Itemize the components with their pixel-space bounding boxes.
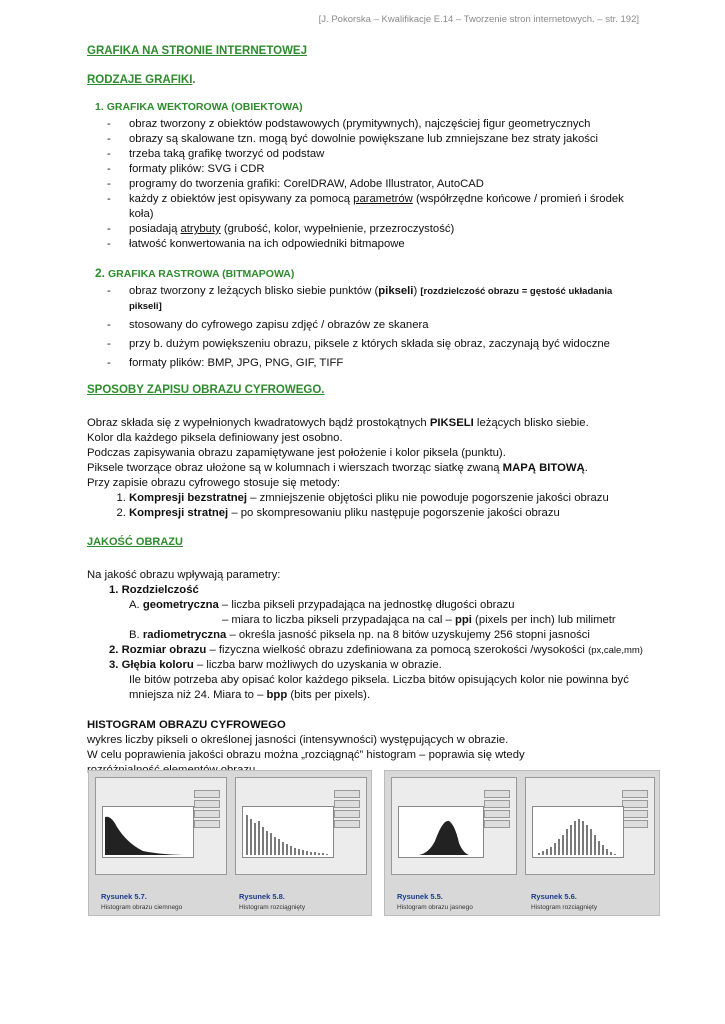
histogram-plot xyxy=(398,806,484,858)
quality-param-2: 2. Rozmiar obrazu – fizyczna wielkość obrazu zdefiniowana za pomocą szerokości /wysokości (px,cale,mm) xyxy=(109,644,643,656)
paragraph: Piksele tworzące obraz ułożone są w kolumnach i wierszach tworząc siatkę zwaną MAPĄ BITOWĄ. xyxy=(87,462,588,474)
list-item: - łatwość konwertowania na ich odpowiedniki bitmapowe xyxy=(107,237,647,252)
list-item: - obrazy są skalowane tzn. mogą być dowolnie powiększane lub zmniejszane bez straty jakości xyxy=(107,132,647,147)
list-item: - każdy z obiektów jest opisywany za pomocą parametrów (współrzędne końcowe / promień i środek koła) xyxy=(107,192,647,222)
list-item: - obraz tworzony z leżących blisko siebie punktów (pikseli) [rozdzielczość obrazu = gęstość układania pikseli] xyxy=(107,284,647,314)
list-item: 1. Kompresji bezstratnej – zmniejszenie objętości pliku nie powoduje pogorszenie jakości obrazu xyxy=(129,491,647,506)
histogram-figures xyxy=(88,770,660,916)
list-item: - formaty plików: BMP, JPG, PNG, GIF, TIFF xyxy=(107,356,647,371)
paragraph: Na jakość obrazu wpływają parametry: xyxy=(87,569,281,581)
figure-caption: Histogram obrazu ciemnego xyxy=(101,904,183,911)
figure-caption: Histogram rozciągnięty xyxy=(239,904,306,911)
quality-param-1a: A. geometryczna – liczba pikseli przypadająca na jednostkę długości obrazu xyxy=(129,599,515,611)
list-item: - stosowany do cyfrowego zapisu zdjęć / obrazów ze skanera xyxy=(107,318,647,333)
figure-label: Rysunek 5.7. xyxy=(101,892,147,901)
section-heading-histogram: HISTOGRAM OBRAZU CYFROWEGO xyxy=(87,719,286,731)
list-item: - formaty plików: SVG i CDR xyxy=(107,162,647,177)
paragraph: Podczas zapisywania obrazu zapamiętywane jest położenie i kolor piksela (punktu). xyxy=(87,447,506,459)
document-body xyxy=(87,44,647,778)
subsection-raster: 2. GRAFIKA RASTROWA (BITMAPOWA) xyxy=(95,266,295,280)
vector-list xyxy=(87,117,647,252)
list-item: 2. Kompresji stratnej – po skompresowaniu pliku następuje pogorszenie jakości obrazu xyxy=(129,506,647,521)
quality-param-3-cont: Ile bitów potrzeba aby opisać kolor każdego piksela. Liczba bitów opisujących kolor nie powinna być xyxy=(129,674,629,686)
paragraph: W celu poprawienia jakości obrazu można „rozciągnąć” histogram – poprawia się wtedy xyxy=(87,749,525,761)
quality-param-1b: B. radiometryczna – określa jasność piksela np. na 8 bitów uzyskujemy 256 stopni jasności xyxy=(129,629,590,641)
list-item: - posiadają atrybuty (grubość, kolor, wypełnienie, przezroczystość) xyxy=(107,222,647,237)
quality-param-1: 1. Rozdzielczość xyxy=(109,584,199,596)
figure-label: Rysunek 5.5. xyxy=(397,892,443,901)
figure-label: Rysunek 5.8. xyxy=(239,892,285,901)
quality-param-1a-cont: – miara to liczba pikseli przypadająca na cal – ppi (pixels per inch) lub milimetr xyxy=(222,614,616,626)
raster-list xyxy=(87,284,647,371)
quality-param-3-cont: mniejsza niż 24. Miara to – bpp (bits per pixels). xyxy=(129,689,371,701)
histogram-plot xyxy=(102,806,194,858)
list-item: - programy do tworzenia grafiki: CorelDRAW, Adobe Illustrator, AutoCAD xyxy=(107,177,647,192)
section-heading-storage: SPOSOBY ZAPISU OBRAZU CYFROWEGO. xyxy=(87,384,325,396)
histogram-window xyxy=(95,777,227,875)
figure-caption: Histogram obrazu jasnego xyxy=(397,904,473,911)
paragraph: Przy zapisie obrazu cyfrowego stosuje się metody: xyxy=(87,477,341,489)
histogram-window xyxy=(525,777,655,875)
histogram-plot xyxy=(242,806,334,858)
section-heading-types: RODZAJE GRAFIKI. xyxy=(87,74,196,86)
page-header: [J. Pokorska – Kwalifikacje E.14 – Tworzenie stron internetowych. – str. 192] xyxy=(318,14,639,25)
quality-param-3: 3. Głębia koloru – liczba barw możliwych do uzyskania w obrazie. xyxy=(109,659,442,671)
histogram-window xyxy=(235,777,367,875)
compression-list xyxy=(87,491,647,521)
paragraph: wykres liczby pikseli o określonej jasności (intensywności) występujących w obrazie. xyxy=(87,734,509,746)
section-heading-quality: JAKOŚĆ OBRAZU xyxy=(87,536,183,548)
paragraph: Obraz składa się z wypełnionych kwadratowych bądź prostokątnych PIKSELI leżących blisko siebie. xyxy=(87,417,589,429)
figure-label: Rysunek 5.6. xyxy=(531,892,577,901)
subsection-vector: 1. GRAFIKA WEKTOROWA (OBIEKTOWA) xyxy=(95,101,303,113)
list-item: - trzeba taką grafikę tworzyć od podstaw xyxy=(107,147,647,162)
histogram-window xyxy=(391,777,517,875)
paragraph: Kolor dla każdego piksela definiowany jest osobno. xyxy=(87,432,343,444)
histogram-plot xyxy=(532,806,624,858)
figure-histogram-pair-bright xyxy=(384,770,660,916)
figure-histogram-pair-dark xyxy=(88,770,372,916)
list-item: - przy b. dużym powiększeniu obrazu, piksele z których składa się obraz, zaczynają być widoczne xyxy=(107,337,647,352)
list-item: - obraz tworzony z obiektów podstawowych (prymitywnych), najczęściej figur geometrycznych xyxy=(107,117,647,132)
figure-caption: Histogram rozciągnięty xyxy=(531,904,598,911)
page-title: GRAFIKA NA STRONIE INTERNETOWEJ xyxy=(87,45,307,57)
